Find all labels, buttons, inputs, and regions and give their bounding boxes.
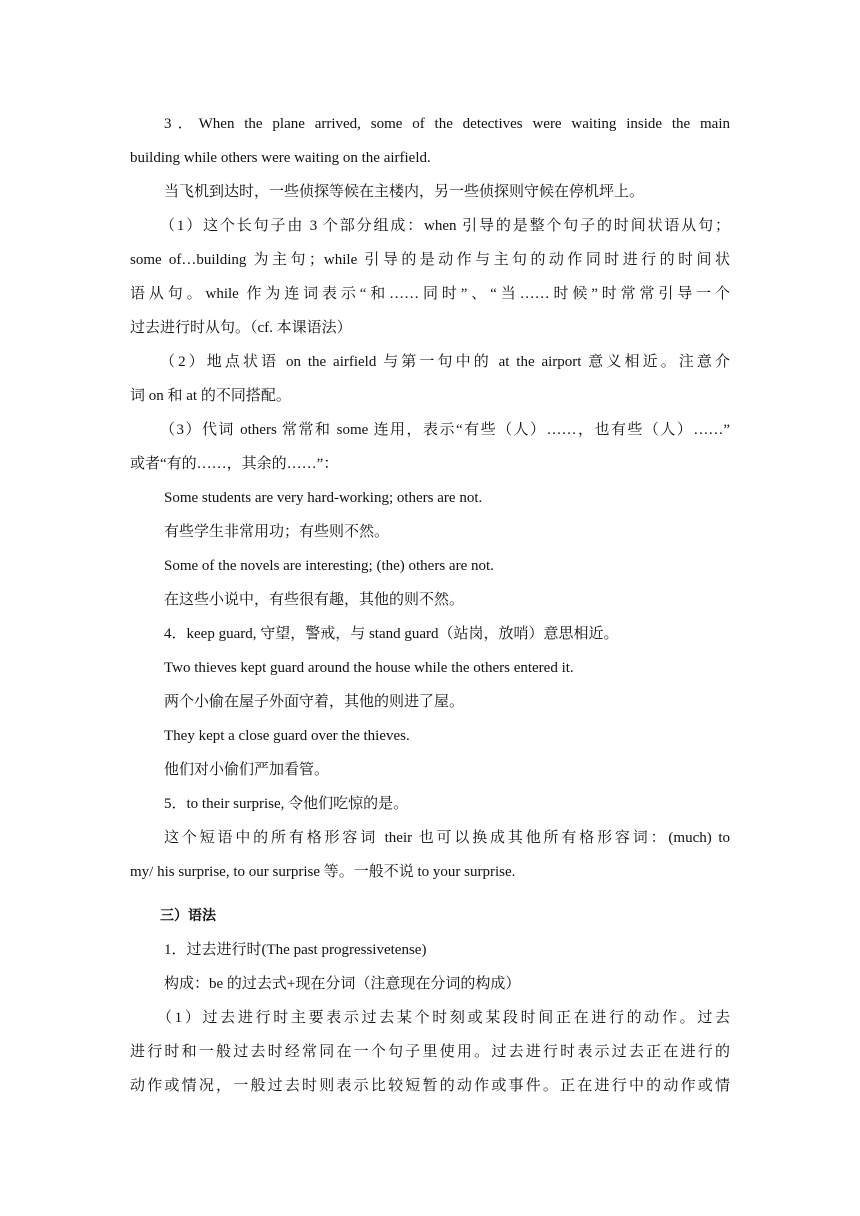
note-line: （3）代词 others 常常和 some 连用，表示“有些（人）……，也有些（人）……” [160, 422, 730, 438]
example-line: Two thieves kept guard around the house while the others entered it. [164, 660, 574, 676]
note-line: 4．keep guard, 守望，警戒，与 stand guard（站岗，放哨）意思相近。 [164, 626, 619, 642]
grammar-line: 构成：be 的过去式+现在分词（注意现在分词的构成） [164, 976, 521, 992]
example-translation: 他们对小偷们严加看管。 [164, 762, 330, 778]
note-line: my/ his surprise, to our surprise 等。一般不说 to your surprise. [130, 864, 516, 880]
translation-line: 当飞机到达时，一些侦探等候在主楼内，另一些侦探则守候在停机坪上。 [164, 184, 645, 200]
example-translation: 两个小偷在屋子外面守着，其他的则进了屋。 [164, 694, 465, 710]
paragraph-line: 3．When the plane arrived, some of the detectives were waiting inside the main [164, 116, 730, 132]
document-page [130, 107, 730, 1103]
example-line: Some students are very hard-working; others are not. [164, 490, 483, 506]
note-line: 5．to their surprise, 令他们吃惊的是。 [164, 796, 409, 812]
note-line: （1）这个长句子由 3 个部分组成：when 引导的是整个句子的时间状语从句； [160, 218, 730, 234]
note-line: 过去进行时从句。（cf. 本课语法） [130, 320, 352, 336]
note-line: 这个短语中的所有格形容词 their 也可以换成其他所有格形容词：(much) to [164, 830, 730, 846]
grammar-line: 动作或情况，一般过去时则表示比较短暂的动作或事件。正在进行中的动作或情 [130, 1078, 730, 1094]
note-line: （2）地点状语 on the airfield 与第一句中的 at the airport 意义相近。注意介 [160, 354, 730, 370]
note-line: some of…building 为主句；while 引导的是动作与主句的动作同时进行的时间状 [130, 252, 730, 268]
example-translation: 有些学生非常用功；有些则不然。 [164, 524, 390, 540]
grammar-line: 进行时和一般过去时经常同在一个句子里使用。过去进行时表示过去正在进行的 [130, 1044, 730, 1060]
note-line: 或者“有的……，其余的……”： [130, 456, 339, 472]
paragraph-line: building while others were waiting on the airfield. [130, 150, 431, 166]
example-line: Some of the novels are interesting; (the) others are not. [164, 558, 494, 574]
example-translation: 在这些小说中，有些很有趣，其他的则不然。 [164, 592, 465, 608]
section-gap [130, 889, 730, 899]
example-line: They kept a close guard over the thieves. [164, 728, 410, 744]
note-line: 词 on 和 at 的不同搭配。 [130, 388, 291, 404]
note-line: 语从句。while 作为连词表示“和……同时”、“当……时候”时常常引导一个 [130, 286, 730, 302]
section-heading: 三）语法 [160, 908, 216, 924]
grammar-line: （1）过去进行时主要表示过去某个时刻或某段时间正在进行的动作。过去 [157, 1010, 730, 1026]
grammar-line: 1．过去进行时(The past progressivetense) [164, 942, 427, 958]
